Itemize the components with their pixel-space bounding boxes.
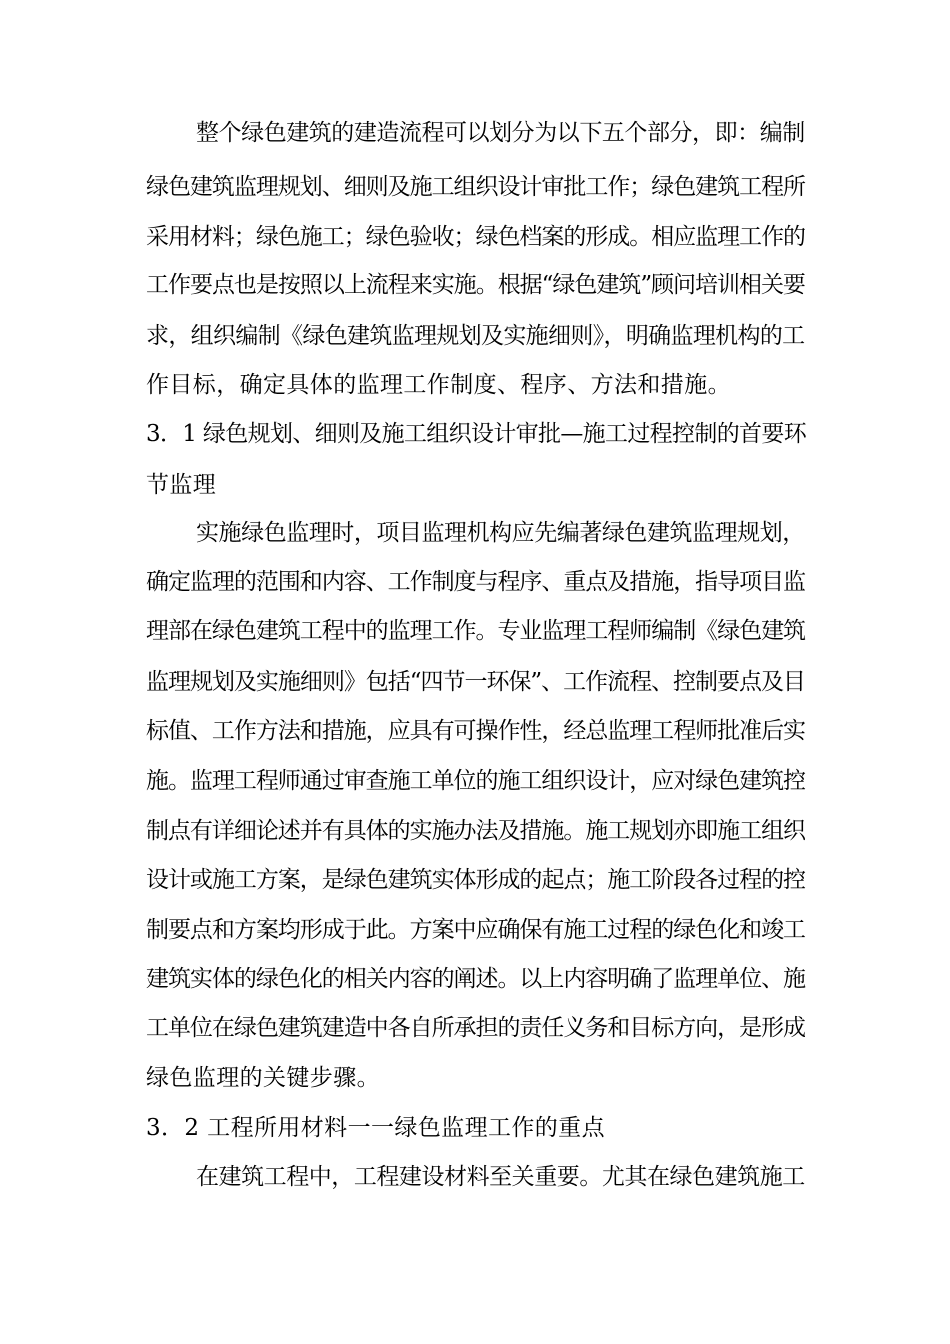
paragraph-line: 整个绿色建筑的建造流程可以划分为以下五个部分，即：编制 — [196, 120, 805, 146]
section-heading-3-1-cont: 节监理 — [146, 472, 217, 498]
paragraph-line: 设计或施工方案，是绿色建筑实体形成的起点；施工阶段各过程的控 — [146, 867, 806, 893]
paragraph-line: 工作要点也是按照以上流程来实施。根据“绿色建筑”顾问培训相关要 — [146, 272, 805, 298]
paragraph-line: 求，组织编制《绿色建筑监理规划及实施细则》，明确监理机构的工 — [146, 323, 805, 349]
paragraph-line: 监理规划及实施细则》包括“四节一环保”、工作流程、控制要点及目 — [146, 669, 805, 695]
paragraph-line: 标值、工作方法和措施，应具有可操作性，经总监理工程师批准后实 — [146, 718, 806, 744]
paragraph-line: 工单位在绿色建筑建造中各自所承担的责任义务和目标方向，是形成 — [146, 1015, 806, 1041]
paragraph-line: 作目标，确定具体的监理工作制度、程序、方法和措施。 — [146, 372, 731, 398]
paragraph-line: 采用材料；绿色施工；绿色验收；绿色档案的形成。相应监理工作的 — [146, 224, 806, 250]
section-heading-3-2: 3．2 工程所用材料一一绿色监理工作的重点 — [146, 1115, 605, 1141]
paragraph-line: 绿色监理的关键步骤。 — [146, 1065, 380, 1091]
paragraph-line: 建筑实体的绿色化的相关内容的阐述。以上内容明确了监理单位、施 — [146, 966, 806, 992]
paragraph-line: 施。监理工程师通过审查施工单位的施工组织设计，应对绿色建筑控 — [146, 768, 806, 794]
paragraph-line: 在建筑工程中，工程建设材料至关重要。尤其在绿色建筑施工 — [196, 1164, 805, 1190]
paragraph-line: 制点有详细论述并有具体的实施办法及措施。施工规划亦即施工组织 — [146, 818, 806, 844]
paragraph-line: 制要点和方案均形成于此。方案中应确保有施工过程的绿色化和竣工 — [146, 917, 806, 943]
section-heading-3-1: 3．1 绿色规划、细则及施工组织设计审批—施工过程控制的首要环 — [146, 421, 807, 447]
paragraph-line: 绿色建筑监理规划、细则及施工组织设计审批工作；绿色建筑工程所 — [146, 174, 806, 200]
paragraph-line: 确定监理的范围和内容、工作制度与程序、重点及措施，指导项目监 — [146, 569, 806, 595]
paragraph-line: 实施绿色监理时，项目监理机构应先编著绿色建筑监理规划， — [196, 520, 805, 546]
paragraph-line: 理部在绿色建筑工程中的监理工作。专业监理工程师编制《绿色建筑 — [146, 618, 806, 644]
